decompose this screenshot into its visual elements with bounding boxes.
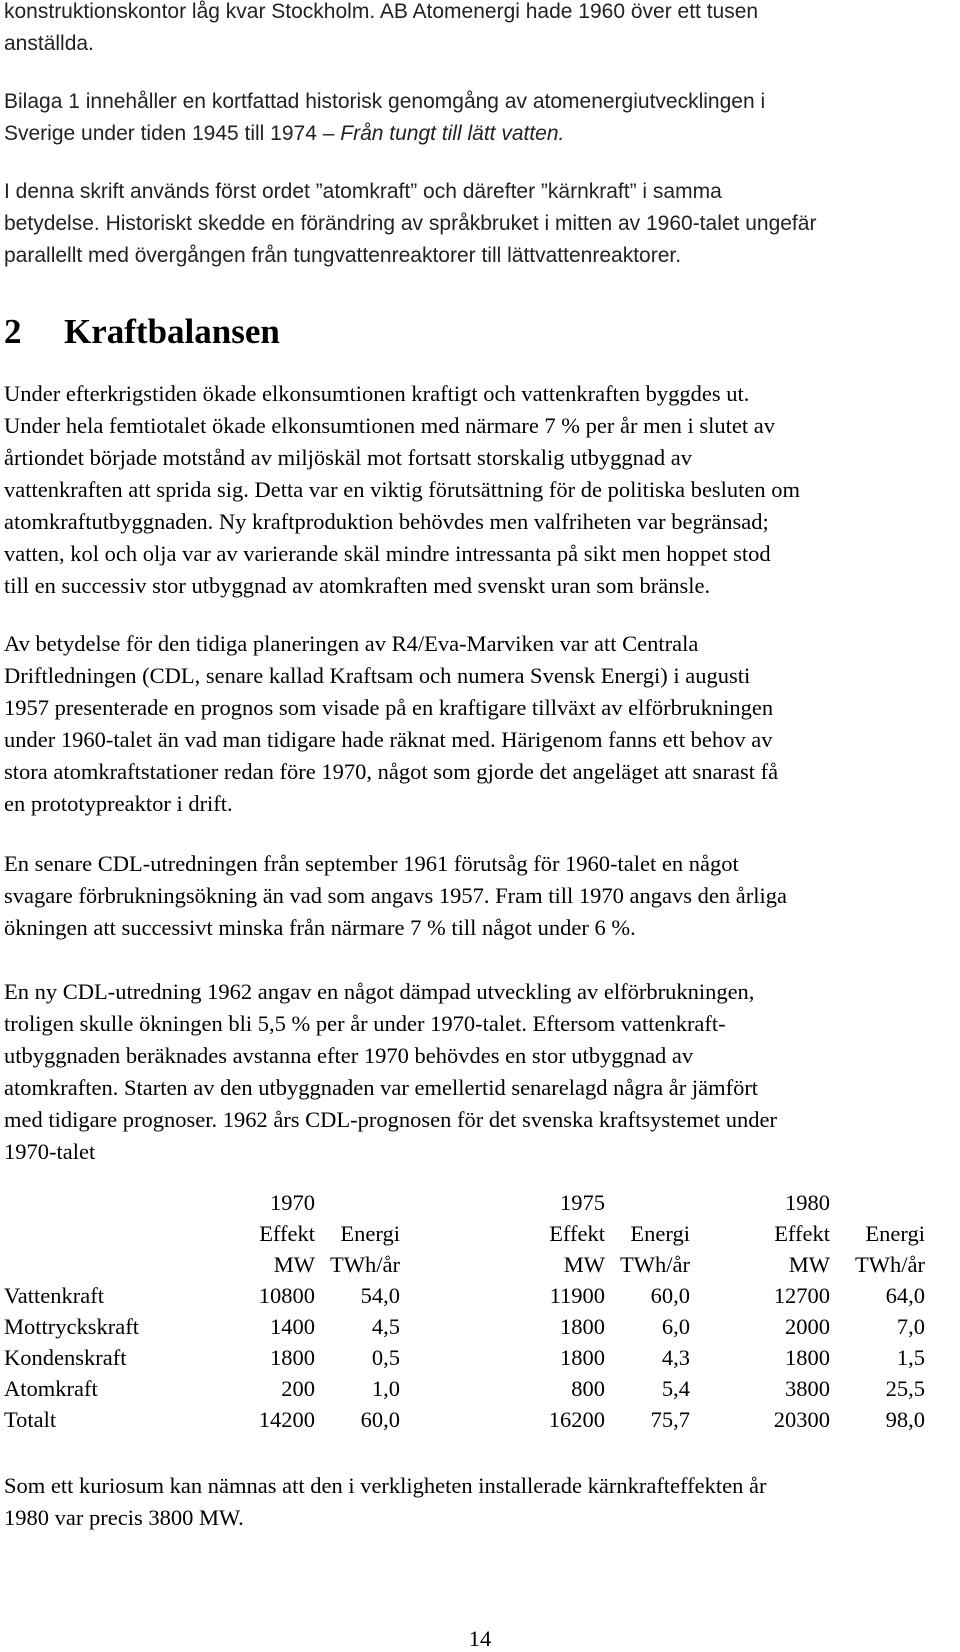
table-cell: 60,0: [650, 1283, 690, 1308]
table-cell: 4,5: [371, 1314, 400, 1339]
section-title: Kraftbalansen: [64, 312, 280, 351]
table-cell: 1,5: [896, 1345, 925, 1370]
table-cell: 200: [281, 1376, 315, 1401]
unit-header: MW: [563, 1252, 605, 1277]
text-line: ökningen att successivt minska från närmare 7 % till något under 6 %.: [4, 915, 636, 940]
text-line: med tidigare prognoser. 1962 års CDL-prognosen för det svenska kraftsystemet under: [4, 1107, 777, 1132]
text-line: stora atomkraftstationer redan före 1970, något som gjorde det angeläget att snarast få: [4, 759, 779, 784]
table-cell: 10800: [258, 1283, 315, 1308]
table-cell: 25,5: [885, 1376, 925, 1401]
year-header: 1975: [560, 1190, 605, 1215]
table-cell: 16200: [548, 1407, 605, 1432]
closing-paragraph: [4, 1470, 954, 1534]
table-cell: 54,0: [360, 1283, 400, 1308]
table-cell: 1800: [560, 1314, 605, 1339]
row-label: Vattenkraft: [4, 1283, 104, 1308]
column-header: Energi: [865, 1221, 925, 1246]
text-line: årtiondet började motstånd av miljöskäl mot fortsatt storskalig utbyggnad av: [4, 445, 692, 470]
table-cell: 5,4: [661, 1376, 690, 1401]
column-header: Effekt: [549, 1221, 605, 1246]
text-line: parallellt med övergången från tungvattenreaktorer till lättvattenreaktorer.: [4, 244, 682, 267]
text-line: En senare CDL-utredningen från september 1961 förutsåg för 1960-talet en något: [4, 851, 739, 876]
unit-header: TWh/år: [330, 1252, 400, 1277]
text-line: Under hela femtiotalet ökade elkonsumtionen med närmare 7 % per år men i slutet av: [4, 413, 775, 438]
row-label: Mottryckskraft: [4, 1314, 139, 1339]
table-row: [4, 1280, 925, 1311]
text-span: Sverige under tiden 1945 till 1974 –: [4, 122, 341, 145]
year-header: 1980: [785, 1190, 830, 1215]
row-label: Totalt: [4, 1407, 57, 1432]
table-cell: 2000: [785, 1314, 830, 1339]
section-heading: [4, 312, 280, 352]
row-label: Atomkraft: [4, 1376, 98, 1401]
text-line: konstruktionskontor låg kvar Stockholm. AB Atomenergi hade 1960 över ett tusen: [4, 0, 759, 23]
text-line: Bilaga 1 innehåller en kortfattad historisk genomgång av atomenergiutvecklingen i: [4, 90, 766, 113]
text-line: till en successiv stor utbyggnad av atomkraften med svenskt uran som bränsle.: [4, 573, 711, 598]
table-cell: 1800: [785, 1345, 830, 1370]
text-line: betydelse. Historiskt skedde en förändring av språkbruket i mitten av 1960-talet ungefär: [4, 212, 817, 235]
table-cell: 64,0: [885, 1283, 925, 1308]
text-line: troligen skulle ökningen bli 5,5 % per år under 1970-talet. Eftersom vattenkraft-: [4, 1011, 726, 1036]
text-line: atomkraften. Starten av den utbyggnaden var emellertid senarelagd några år jämfört: [4, 1075, 759, 1100]
text-line: svagare förbrukningsökning än vad som angavs 1957. Fram till 1970 angavs den årliga: [4, 883, 787, 908]
table-cell: 6,0: [661, 1314, 690, 1339]
table-cell: 14200: [258, 1407, 315, 1432]
table-cell: 0,5: [371, 1345, 400, 1370]
text-line: [4, 118, 954, 150]
table-cell: 60,0: [360, 1407, 400, 1432]
table-cell: 1,0: [371, 1376, 400, 1401]
text-line: 1980 var precis 3800 MW.: [4, 1505, 244, 1530]
table-row: [4, 1404, 925, 1435]
table-cell: 75,7: [650, 1407, 690, 1432]
text-line: Som ett kuriosum kan nämnas att den i verkligheten installerade kärnkrafteffekten år: [4, 1473, 767, 1498]
table-cell: 7,0: [896, 1314, 925, 1339]
table-row: [4, 1373, 925, 1404]
table-unit-row: [4, 1249, 925, 1280]
table-header-row: [4, 1218, 925, 1249]
text-line: vatten, kol och olja var av varierande skäl mindre intressanta på sikt men hoppet stod: [4, 541, 771, 566]
unit-header: MW: [273, 1252, 315, 1277]
table-row: [4, 1342, 925, 1373]
year-header: 1970: [270, 1190, 315, 1215]
power-balance-table: [4, 1187, 925, 1435]
column-header: Energi: [340, 1221, 400, 1246]
text-line: En ny CDL-utredning 1962 angav en något dämpad utveckling av elförbrukningen,: [4, 979, 755, 1004]
section-number: 2: [4, 312, 22, 351]
text-line: anställda.: [4, 32, 94, 55]
text-line: Av betydelse för den tidiga planeringen av R4/Eva-Marviken var att Centrala: [4, 631, 699, 656]
page-number: 14: [468, 1626, 492, 1651]
table-cell: 11900: [549, 1283, 605, 1308]
text-line: utbyggnaden beräknades avstanna efter 1970 behövdes en stor utbyggnad av: [4, 1043, 694, 1068]
text-line: Driftledningen (CDL, senare kallad Kraftsam och numera Svensk Energi) i augusti: [4, 663, 751, 688]
paragraph-2: [4, 628, 954, 820]
table-cell: 1800: [560, 1345, 605, 1370]
table-row: [4, 1311, 925, 1342]
table-cell: 12700: [773, 1283, 830, 1308]
text-line: 1957 presenterade en prognos som visade på en kraftigare tillväxt av elförbrukningen: [4, 695, 774, 720]
column-header: Effekt: [774, 1221, 830, 1246]
intro-paragraph: [4, 0, 954, 60]
text-line: 1970-talet: [4, 1139, 96, 1164]
paragraph-4: [4, 976, 954, 1168]
definition-paragraph: [4, 176, 954, 272]
italic-title: Från tungt till lätt vatten.: [340, 122, 565, 145]
column-header: Energi: [630, 1221, 690, 1246]
text-line: I denna skrift används först ordet ”atomkraft” och därefter ”kärnkraft” i samma: [4, 180, 722, 203]
text-line: atomkraftutbyggnaden. Ny kraftproduktion behövdes men valfriheten var begränsad;: [4, 509, 769, 534]
unit-header: MW: [788, 1252, 830, 1277]
text-line: under 1960-talet än vad man tidigare hade räknat med. Härigenom fanns ett behov av: [4, 727, 773, 752]
text-line: Under efterkrigstiden ökade elkonsumtionen kraftigt och vattenkraften byggdes ut.: [4, 381, 750, 406]
text-line: en prototypreaktor i drift.: [4, 791, 233, 816]
table-cell: 98,0: [885, 1407, 925, 1432]
row-label: Kondenskraft: [4, 1345, 127, 1370]
table-cell: 20300: [773, 1407, 830, 1432]
table-cell: 4,3: [661, 1345, 690, 1370]
unit-header: TWh/år: [855, 1252, 925, 1277]
column-header: Effekt: [259, 1221, 315, 1246]
unit-header: TWh/år: [620, 1252, 690, 1277]
table-cell: 1400: [270, 1314, 315, 1339]
table-year-row: [4, 1187, 925, 1218]
table-cell: 1800: [270, 1345, 315, 1370]
table-cell: 800: [571, 1376, 605, 1401]
paragraph-3: [4, 848, 954, 944]
text-line: vattenkraften att sprida sig. Detta var en viktig förutsättning för de politiska besluten om: [4, 477, 801, 502]
paragraph-1: [4, 378, 954, 602]
bilaga-paragraph: [4, 86, 954, 150]
table-cell: 3800: [785, 1376, 830, 1401]
